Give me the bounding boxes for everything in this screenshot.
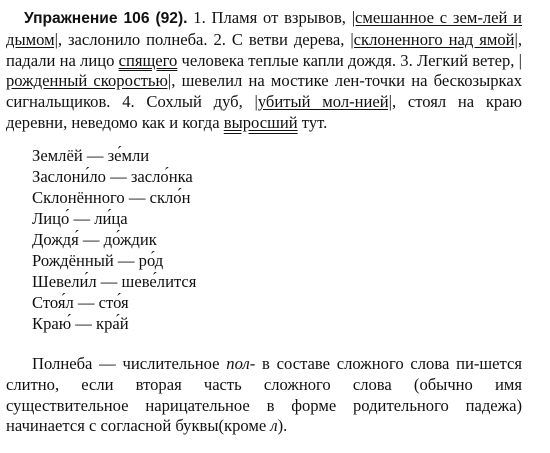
- dash-separator: —: [69, 209, 95, 228]
- participial-phrase-2: |склоненного над ямой|: [350, 29, 518, 49]
- word: Заслони́ло: [32, 167, 106, 186]
- dash-separator: —: [71, 314, 97, 333]
- word-check-row: [32, 313, 196, 334]
- word: Землёй: [32, 146, 83, 165]
- word: Склонённого: [32, 188, 125, 207]
- sentence-2-text-mid: , падали на лицо: [6, 29, 522, 70]
- word-check-row: [32, 250, 196, 271]
- dash-separator: —: [105, 167, 131, 186]
- exercise-title: Упражнение 106 (92).: [24, 10, 188, 27]
- sentence-4-text-mid: , стоял на краю деревни, неведомо как и когда: [6, 92, 522, 132]
- dash-separator: —: [78, 230, 104, 249]
- participle-sleeping: спящего: [118, 50, 178, 70]
- word: Рождённый: [32, 251, 114, 270]
- dash-separator: —: [82, 146, 108, 165]
- word-check-row: [32, 271, 196, 292]
- note-text-end: ).: [277, 416, 288, 436]
- sentence-1-number: 1.: [193, 8, 206, 27]
- note-text: — числительное: [92, 354, 227, 373]
- word: Стоя́л: [32, 293, 74, 312]
- dash-separator: —: [124, 188, 150, 207]
- note-prefix: пол-: [226, 354, 256, 373]
- sentence-3-number: 3.: [400, 50, 413, 70]
- word-check-list: [32, 145, 196, 334]
- check-word: ли́ца: [94, 209, 128, 228]
- note-word: Полнеба: [32, 354, 93, 373]
- note-letter: л: [270, 416, 278, 436]
- check-word: скло́н: [149, 188, 191, 207]
- participial-phrase-3: |рожденный скоростью|: [6, 50, 522, 91]
- dash-separator: —: [73, 293, 99, 312]
- word: Лицо́: [32, 209, 70, 228]
- word: Дождя́: [32, 230, 79, 249]
- participle-grown: выросший: [223, 112, 298, 132]
- rule-note-paragraph: [6, 354, 522, 437]
- sentence-2-number: 2.: [213, 29, 226, 49]
- word-check-row: [32, 292, 196, 313]
- check-word: шеве́лится: [121, 272, 197, 291]
- word-check-row: [32, 166, 196, 187]
- sentence-4-number: 4.: [122, 92, 135, 112]
- word: Краю́: [32, 314, 72, 333]
- sentence-4-text-end: тут.: [297, 112, 328, 132]
- check-word: сто́я: [98, 293, 129, 312]
- sentence-4-text: Сохлый дуб,: [146, 92, 255, 112]
- word-check-row: [32, 208, 196, 229]
- sentence-2-text-end: человека теплые капли дождя.: [177, 50, 397, 70]
- dash-separator: —: [96, 272, 122, 291]
- word-check-row: [32, 145, 196, 166]
- participial-phrase-1: |смешанное с зем-лей и дымом|: [6, 8, 523, 49]
- sentence-2-text: С ветви дерева,: [231, 29, 351, 49]
- word-check-row: [32, 187, 196, 208]
- sentence-1-text-end: , заслонило полнеба.: [57, 29, 208, 49]
- sentence-3-text: Легкий ветер,: [416, 50, 519, 70]
- check-word: до́ждик: [103, 230, 157, 249]
- check-word: зе́мли: [107, 146, 150, 165]
- note-text-mid: в составе сложного слова пи-шется слитно, если вторая часть сложного слова (обычно имя существительное нарицательное в форме родительного падежа) начинается с согласной буквы(кроме: [6, 354, 522, 436]
- check-word: ро́д: [138, 251, 164, 270]
- sentence-1-text: Пламя от взрывов,: [211, 8, 352, 27]
- exercise-paragraph: [6, 8, 522, 134]
- word: Шевели́л: [32, 272, 97, 291]
- sentence-3-text-end: , шевелил на мостике лен-точки на бескозырках сигнальщиков.: [6, 71, 522, 112]
- dash-separator: —: [113, 251, 139, 270]
- check-word: засло́нка: [130, 167, 193, 186]
- participial-phrase-4: |убитый мол-нией|: [254, 92, 392, 112]
- check-word: кра́й: [96, 314, 129, 333]
- word-check-row: [32, 229, 196, 250]
